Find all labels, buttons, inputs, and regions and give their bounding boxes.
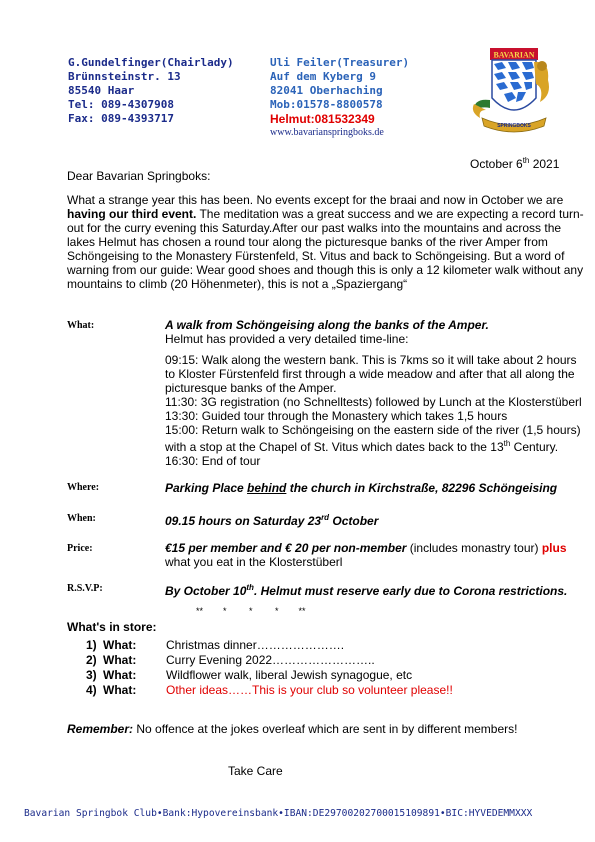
remember-note: Remember: No offence at the jokes overleaf which are sent in by different members! bbox=[67, 722, 518, 736]
instore-list: 1) What: Christmas dinner…………………. 2) What: Curry Evening 2022…………………….. 3) What: Wildflower walk, liberal Jewish synagogue, etc 4) What: Other ideas……This is your club so volunteer please!! bbox=[86, 638, 453, 697]
price-label: Price: bbox=[67, 543, 93, 554]
timeline-item: 13:30: Guided tour through the Monastery which takes 1,5 hours bbox=[165, 409, 508, 423]
salutation: Dear Bavarian Springboks: bbox=[67, 169, 211, 183]
treasurer-name: Uli Feiler(Treasurer) bbox=[270, 56, 410, 69]
helmut-phone: Helmut:081532349 bbox=[270, 112, 375, 126]
section-separator: ** * * * ** bbox=[196, 606, 306, 616]
rsvp-label: R.S.V.P: bbox=[67, 583, 103, 594]
treasurer-mobile: Mob:01578-8800578 bbox=[270, 98, 383, 111]
what-title: A walk from Schöngeising along the banks of the Amper. bbox=[165, 318, 489, 332]
chairlady-street: Brünnsteinstr. 13 bbox=[68, 70, 181, 83]
timeline-item: 15:00: Return walk to Schöngeising on the eastern side of the river (1,5 hours) with a stop at the Chapel of St. Vitus which dates back to the 13th Century. bbox=[165, 423, 581, 454]
intro-emphasis: having our third event. bbox=[67, 207, 197, 221]
chairlady-tel: Tel: 089-4307908 bbox=[68, 98, 174, 111]
when-label: When: bbox=[67, 513, 96, 524]
club-logo bbox=[460, 40, 560, 140]
timeline-item: 16:30: End of tour bbox=[165, 454, 261, 468]
where-label: Where: bbox=[67, 482, 100, 493]
chairlady-fax: Fax: 089-4393717 bbox=[68, 112, 174, 125]
treasurer-city: 82041 Oberhaching bbox=[270, 84, 383, 97]
chairlady-address bbox=[68, 56, 234, 126]
what-subtitle: Helmut has provided a very detailed time-line: bbox=[165, 332, 409, 346]
timeline-item: 11:30: 3G registration (no Schnelltests) followed by Lunch at the Klosterstüberl bbox=[165, 395, 582, 409]
svg-text:BAVARIAN: BAVARIAN bbox=[493, 50, 535, 60]
chairlady-name: G.Gundelfinger(Chairlady) bbox=[68, 56, 234, 69]
chairlady-city: 85540 Haar bbox=[68, 84, 135, 97]
letter-date: October 6th 2021 bbox=[470, 156, 560, 171]
rsvp-value: By October 10th. Helmut must reserve early due to Corona restrictions. bbox=[165, 583, 568, 598]
instore-heading: What's in store: bbox=[67, 620, 157, 634]
treasurer-address bbox=[270, 56, 409, 140]
when-value: 09.15 hours on Saturday 23rd October bbox=[165, 513, 379, 528]
what-label: What: bbox=[67, 320, 95, 331]
logo-crest-icon bbox=[460, 40, 560, 140]
price-value: €15 per member and € 20 per non-member (includes monastry tour) plus what you eat in the Klosterstüberl bbox=[165, 541, 567, 569]
what-details bbox=[165, 318, 585, 468]
svg-text:SPRINGBOKS: SPRINGBOKS bbox=[497, 123, 531, 129]
where-value: Parking Place behind the church in Kirchstraße, 82296 Schöngeising bbox=[165, 481, 558, 495]
bank-footer: Bavarian Springbok Club•Bank:Hypovereinsbank•IBAN:DE29700202700015109891•BIC:HYVEDEMMXXX bbox=[24, 808, 533, 819]
website-link[interactable]: www.bavarianspringboks.de bbox=[270, 127, 384, 138]
treasurer-street: Auf dem Kyberg 9 bbox=[270, 70, 376, 83]
intro-paragraph: What a strange year this has been. No events except for the braai and now in October we are having our third event. The meditation was a great success and we are expecting a record turn-out for the curry evening this Saturday.After our past walks into the mountains and across the lakes Helmut has chosen a round tour along the picturesque banks of the river Amper from Schöngeising to the Monastery Fürstenfeld, St. Vitus and back to Schöngeising. But a word of warning from our guide: Wear good shoes and though this is only a 12 kilometer walk without any mountains to climb (20 Höhenmeter), this is not a „Spaziergang“ bbox=[67, 193, 584, 291]
timeline-item: 09:15: Walk along the western bank. This is 7kms so it will take about 2 hours to Kloster Fürstenfeld first through a wide meadow and after that all along the picturesque banks of the Amper. bbox=[165, 353, 577, 395]
closing: Take Care bbox=[228, 764, 283, 778]
